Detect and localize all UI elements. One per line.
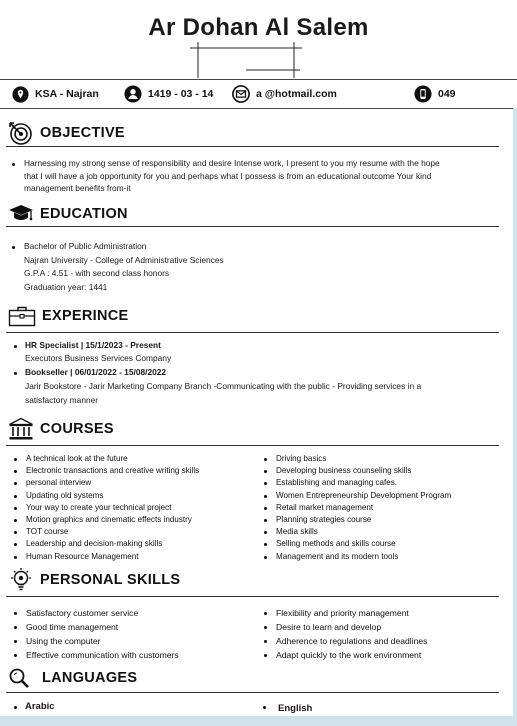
language-item: English xyxy=(278,703,313,714)
education-university: Najran University - College of Administrative Sciences xyxy=(24,254,224,265)
objective-line: Harnessing my strong sense of responsibility and desire Intense work, I present to you my resume with the hope xyxy=(24,158,440,168)
list-item: Desire to learn and develop xyxy=(262,620,502,634)
languages-title: LANGUAGES xyxy=(42,670,138,686)
contact-phone xyxy=(414,80,456,108)
objective-text xyxy=(24,157,494,196)
contact-bar xyxy=(0,79,517,109)
side-decoration-strip xyxy=(513,108,517,726)
location-pin-icon xyxy=(12,86,29,103)
job-role: Bookseller | 06/01/2022 - 15/08/2022 xyxy=(25,367,167,377)
list-item: Developing business counseling skills xyxy=(262,465,502,477)
experience-bullet xyxy=(14,372,17,375)
lightbulb-gear-icon xyxy=(8,567,34,593)
phone-icon xyxy=(414,85,432,103)
list-item: Driving basics xyxy=(262,453,502,465)
languages-heading xyxy=(8,666,137,690)
list-item: TOT course xyxy=(12,526,252,538)
list-item: Human Resource Management xyxy=(12,551,252,563)
education-gpa: G.P.A : 4.51 - with second class honors xyxy=(24,268,170,278)
list-item: A technical look at the future xyxy=(12,453,252,465)
education-heading xyxy=(8,202,128,226)
phone-text: 049 xyxy=(438,88,456,100)
education-title: EDUCATION xyxy=(40,206,128,222)
skills-left-list xyxy=(12,606,252,662)
person-icon xyxy=(124,85,142,103)
language-item: Arabic xyxy=(25,701,55,712)
education-degree: Bachelor of Public Administration xyxy=(24,241,147,251)
experience-bullet xyxy=(14,345,17,348)
education-bullet xyxy=(12,246,15,249)
location-text: KSA - Najran xyxy=(35,88,99,100)
list-item: Good time management xyxy=(12,620,252,634)
skills-title: PERSONAL SKILLS xyxy=(40,572,181,588)
graduation-cap-icon xyxy=(8,202,34,226)
experience-title: EXPERINCE xyxy=(42,308,129,324)
skills-rule xyxy=(6,596,499,597)
objective-title: OBJECTIVE xyxy=(40,125,125,141)
envelope-icon xyxy=(232,85,250,103)
magnifier-icon xyxy=(8,667,30,689)
list-item: Selling methods and skills course xyxy=(262,538,502,550)
list-item: Electronic transactions and creative writing skills xyxy=(12,465,252,477)
list-item: Updating old systems xyxy=(12,490,252,502)
job-detail: Executors Business Services Company xyxy=(25,353,172,363)
list-item: Effective communication with customers xyxy=(12,648,252,662)
list-item: Flexibility and priority management xyxy=(262,606,502,620)
list-item: Motion graphics and cinematic effects industry xyxy=(12,514,252,526)
courses-title: COURSES xyxy=(40,421,114,437)
list-item: Satisfactory customer service xyxy=(12,606,252,620)
list-item: Adherence to regulations and deadlines xyxy=(262,634,502,648)
list-item: Leadership and decision-making skills xyxy=(12,538,252,550)
contact-email xyxy=(232,80,337,108)
list-item: Adapt quickly to the work environment xyxy=(262,648,502,662)
list-item: Management and its modern tools xyxy=(262,551,502,563)
languages-rule xyxy=(6,692,499,693)
courses-heading xyxy=(8,417,114,441)
birth-date-text: 1419 - 03 - 14 xyxy=(148,88,214,100)
language-bullet xyxy=(263,706,266,709)
candidate-name: Ar Dohan Al Salem xyxy=(148,14,369,41)
list-item: Establishing and managing cafes. xyxy=(262,477,502,489)
job-detail: Jarir Bookstore - Jarir Marketing Company Branch -Communicating with the public - Providing services in a xyxy=(25,381,422,391)
objective-line: that I will have a job opportunity for you and perhaps what I possess is from an educational outcome Your kind xyxy=(24,170,432,181)
objective-bullet xyxy=(12,163,15,166)
objective-line: management benefits from-it xyxy=(24,183,131,193)
education-rule xyxy=(6,226,499,227)
contact-birth xyxy=(124,80,213,108)
education-block xyxy=(24,240,224,294)
institution-building-icon xyxy=(8,417,34,441)
skills-right-list xyxy=(262,606,502,662)
objective-heading xyxy=(8,121,125,145)
name-underline-decoration xyxy=(186,40,306,80)
target-icon xyxy=(8,120,34,146)
job-detail: satisfactory manner xyxy=(25,395,99,405)
briefcase-icon xyxy=(8,305,36,327)
courses-rule xyxy=(6,445,499,446)
education-graduation: Graduation year: 1441 xyxy=(24,281,108,292)
list-item: Media skills xyxy=(262,526,502,538)
job-role: HR Specialist | 15/1/2023 - Present xyxy=(25,340,161,350)
list-item: Your way to create your technical project xyxy=(12,502,252,514)
list-item: Retail market management xyxy=(262,502,502,514)
courses-left-list xyxy=(12,453,252,563)
language-bullet xyxy=(14,706,17,709)
skills-heading xyxy=(8,568,180,592)
list-item: Women Entrepreneurship Development Program xyxy=(262,490,502,502)
experience-rule xyxy=(6,332,499,333)
list-item: personal interview xyxy=(12,477,252,489)
contact-location xyxy=(12,80,99,108)
objective-rule xyxy=(6,146,499,147)
list-item: Planning strategies course xyxy=(262,514,502,526)
list-item: Using the computer xyxy=(12,634,252,648)
experience-heading xyxy=(8,304,129,328)
courses-right-list xyxy=(262,453,502,563)
email-text[interactable]: a @hotmail.com xyxy=(256,88,337,100)
bottom-decoration-strip xyxy=(0,716,517,726)
